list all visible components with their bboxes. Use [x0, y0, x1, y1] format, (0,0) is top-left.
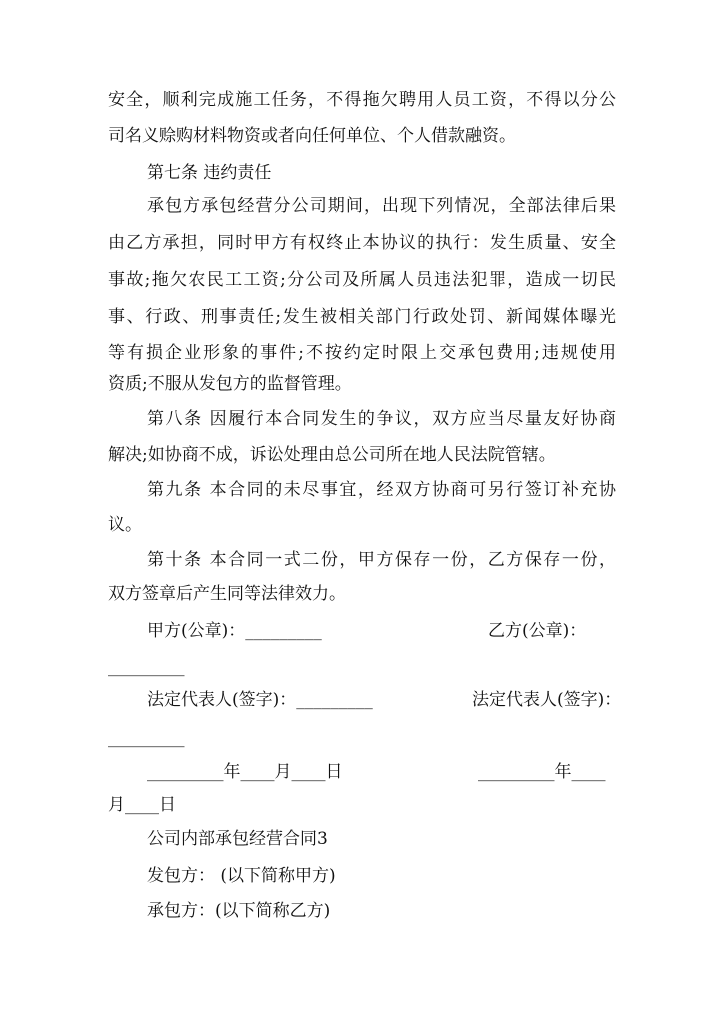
- party-b-rep-blank: _________: [108, 728, 185, 748]
- paragraph-line: 安全，顺利完成施工任务，不得拖欠聘用人员工资，不得以分公: [108, 90, 616, 110]
- party-a-seal-line: 甲方(公章)：_________: [147, 621, 322, 641]
- contract-party-a: 发包方： (以下简称甲方): [147, 866, 336, 886]
- paragraph-line: 第九条 本合同的未尽事宜，经双方协商可另行签订补充协: [147, 480, 616, 500]
- party-a-date-line: _________年____月____日: [147, 762, 343, 782]
- contract-party-b: 承包方：(以下简称乙方): [147, 901, 331, 921]
- party-b-date-start: _________年____: [478, 762, 606, 782]
- paragraph-line: 议。: [108, 515, 142, 535]
- party-b-seal-label: 乙方(公章)：: [488, 621, 587, 641]
- contract-title: 公司内部承包经营合同3: [147, 829, 328, 849]
- party-b-seal-blank: _________: [108, 657, 185, 677]
- paragraph-line: 司名义赊购材料物资或者向任何单位、个人借款融资。: [108, 126, 516, 146]
- paragraph-line: 由乙方承担，同时甲方有权终止本协议的执行：发生质量、安全: [108, 233, 616, 253]
- paragraph-line: 资质;不服从发包方的监督管理。: [108, 374, 352, 394]
- party-a-rep-line: 法定代表人(签字)：_________: [147, 690, 373, 710]
- paragraph-line: 解决;如协商不成，诉讼处理由总公司所在地人民法院管辖。: [108, 445, 556, 465]
- party-b-date-end: 月____日: [108, 795, 176, 815]
- article-heading: 第七条 违约责任: [147, 163, 272, 183]
- party-b-rep-label: 法定代表人(签字)：: [472, 690, 622, 710]
- paragraph-line: 双方签章后产生同等法律效力。: [108, 584, 346, 604]
- paragraph-line: 承包方承包经营分公司期间，出现下列情况，全部法律后果: [147, 196, 616, 216]
- paragraph-line: 第十条 本合同一式二份，甲方保存一份，乙方保存一份，: [147, 550, 616, 570]
- paragraph-line: 事故;拖欠农民工工资;分公司及所属人员违法犯罪，造成一切民: [108, 270, 616, 290]
- paragraph-line: 事、行政、刑事责任;发生被相关部门行政处罚、新闻媒体曝光: [108, 307, 616, 327]
- paragraph-line: 等有损企业形象的事件;不按约定时限上交承包费用;违规使用: [108, 343, 616, 363]
- paragraph-line: 第八条 因履行本合同发生的争议，双方应当尽量友好协商: [147, 409, 616, 429]
